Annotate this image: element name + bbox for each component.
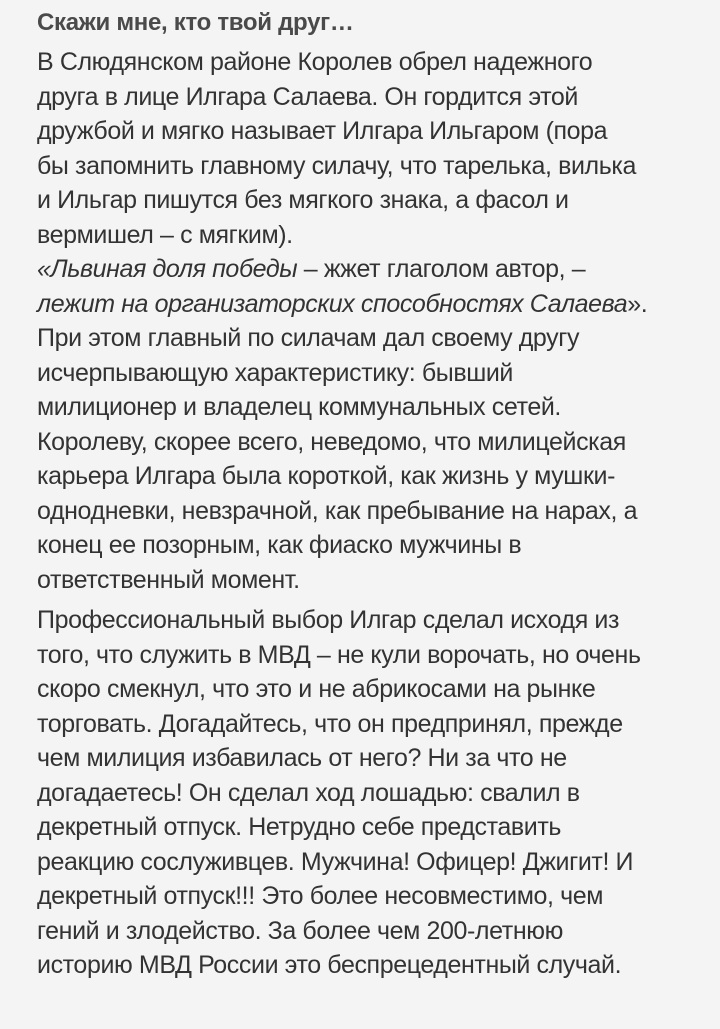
text-line: реакцию сослуживцев. Мужчина! Офицер! Джигит! И: [37, 847, 634, 876]
text-line: В Слюдянском районе Королев обрел надежного: [37, 48, 593, 76]
text-line: карьера Илгара была короткой, как жизнь у мушки-: [37, 462, 615, 490]
text-line: декретный отпуск!!! Это более несовместимо, чем: [37, 882, 604, 910]
text-line: вермишел – с мягким).: [37, 220, 293, 249]
quote-normal-text: ».: [627, 289, 648, 318]
quote-italic-text: лежит на организаторских способностях Салаева: [37, 289, 628, 318]
text-line: милиционер и владелец коммунальных сетей.: [37, 393, 561, 421]
text-line: скоро смекнул, что это и не абрикосами на рынке: [37, 675, 596, 703]
text-line: дружбой и мягко называет Илгара Ильгаром (пора: [37, 117, 608, 145]
text-line: друга в лице Илгара Салаева. Он гордится этой: [37, 82, 578, 111]
text-line: и Ильгар пишутся без мягкого знака, а фасол и: [37, 186, 569, 214]
quote-normal-text: – жжет глаголом автор, –: [297, 255, 586, 283]
text-line: того, что служить в МВД – не кули ворочать, но очень: [37, 640, 641, 669]
paragraph-characteristic: [37, 321, 697, 597]
quote-line: [37, 252, 697, 287]
text-line: чем милиция избавилась от него? Ни за что не: [37, 744, 567, 772]
text-line: догадаетесь! Он сделал ход лошадью: свалил в: [37, 778, 580, 807]
text-line: конец ее позорным, как фиаско мужчины в: [37, 531, 522, 559]
paragraph-intro: [37, 45, 697, 252]
text-line: ответственный момент.: [37, 565, 300, 594]
text-line: При этом главный по силачам дал своему другу: [37, 324, 580, 352]
text-line: однодневки, невзрачной, как пребывание на нарах, а: [37, 496, 638, 525]
text-line: Профессиональный выбор Илгар сделал исходя из: [37, 606, 620, 634]
text-line: торговать. Догадайтесь, что он предпринял, прежде: [37, 709, 623, 738]
paragraph-career: [37, 603, 697, 983]
article-heading: Скажи мне, кто твой друг…: [37, 9, 354, 36]
text-line: бы запомнить главному силачу, что тарелька, вилька: [37, 151, 636, 180]
text-line: исчерпывающую характеристику: бывший: [37, 358, 513, 387]
paragraph-quote: [37, 252, 697, 321]
article: [37, 8, 697, 983]
quote-line: [37, 287, 697, 322]
text-line: историю МВД России это беспрецедентный случай.: [37, 951, 622, 979]
text-line: декретный отпуск. Нетрудно себе представить: [37, 813, 562, 841]
text-line: Королеву, скорее всего, неведомо, что милицейская: [37, 427, 626, 456]
quote-italic-text: «Львиная доля победы: [37, 255, 298, 283]
text-line: гений и злодейство. За более чем 200-летнюю: [37, 916, 563, 945]
